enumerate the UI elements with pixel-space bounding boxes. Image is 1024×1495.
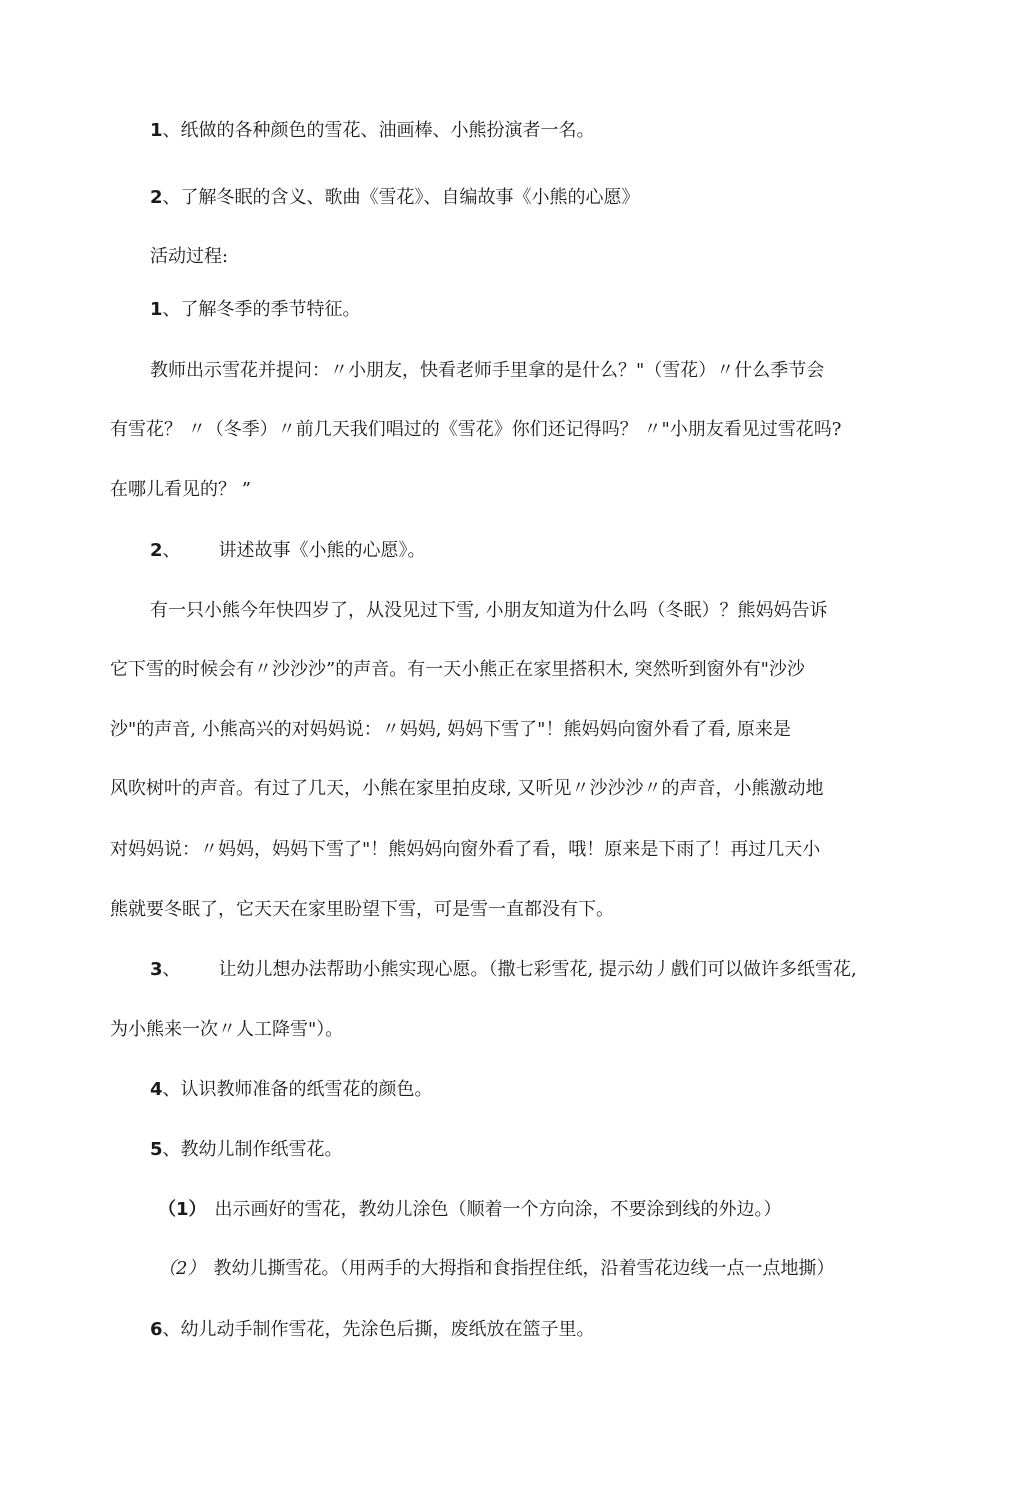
paragraph-line	[150, 359, 824, 383]
step-text: 讲述故事《小熊的心愿》。	[218, 540, 426, 561]
step-text: 让幼儿想办法帮助小熊实现心愿。（撒七彩雪花, 提示幼丿戲们可以做许多纸雪花,	[218, 959, 857, 980]
sub-step-2	[158, 1257, 834, 1281]
step-1	[150, 298, 361, 322]
paragraph-line	[110, 898, 614, 922]
line-text: 教师出示雪花并提问：〃小朋友，快看老师手里拿的是什么？"（雪花）〃什么季节会	[150, 360, 825, 381]
item-number: 2	[150, 187, 163, 208]
step-4	[150, 1078, 433, 1102]
paragraph-line	[110, 777, 823, 801]
item-text: 、纸做的各种颜色的雪花、油画棒、小熊扮演者一名。	[162, 120, 595, 141]
paragraph-line	[110, 418, 841, 442]
step-separator: 、	[162, 959, 181, 980]
step-3	[150, 958, 857, 982]
sub-step-text: 出示画好的雪花，教幼儿涂色（顺着一个方向涂，不要涂到线的外边。）	[214, 1199, 782, 1220]
step-text: 、幼儿动手制作雪花，先涂色后撕，废纸放在篮子里。	[162, 1319, 595, 1340]
sub-step-number: （2）	[158, 1258, 206, 1279]
step-number: 4	[150, 1079, 163, 1100]
line-text: 有雪花？ 〃（冬季）〃前几天我们唱过的《雪花》你们还记得吗？ 〃"小朋友看见过雪花吗?	[110, 419, 842, 440]
step-number: 1	[150, 299, 163, 320]
line-text: 对妈妈说：〃妈妈，妈妈下雪了"！熊妈妈向窗外看了看，哦！原来是下雨了！再过几天小	[110, 839, 821, 860]
section-heading-activity-process	[150, 245, 228, 269]
line-text: 有一只小熊今年快四岁了，从没见过下雪, 小朋友知道为什么吗（冬眠）？熊妈妈告诉	[150, 600, 828, 621]
step-number: 5	[150, 1139, 163, 1160]
paragraph-line	[110, 658, 805, 682]
line-text: 沙"的声音, 小熊高兴的对妈妈说：〃妈妈, 妈妈下雪了"！熊妈妈向窗外看了看, 原来是	[110, 719, 791, 740]
line-text: 风吹树叶的声音。有过了几天，小熊在家里拍皮球, 又听见〃沙沙沙〃的声音，小熊激动地	[110, 778, 824, 799]
step-number: 3	[150, 959, 163, 980]
step-5	[150, 1138, 343, 1162]
line-text: 它下雪的时候会有〃沙沙沙”的声音。有一天小熊正在家里搭积木, 突然听到窗外有"沙沙	[110, 659, 805, 680]
paragraph-line	[110, 718, 791, 742]
step-number: 2	[150, 540, 163, 561]
step-2	[150, 539, 426, 563]
item-number: 1	[150, 120, 163, 141]
paragraph-line	[110, 1018, 343, 1042]
paragraph-line	[110, 838, 820, 862]
step-number: 6	[150, 1319, 163, 1340]
sub-step-text: 教幼儿撕雪花。（用两手的大拇指和食指捏住纸，沿着雪花边线一点一点地撕）	[213, 1258, 835, 1279]
step-separator: 、	[162, 540, 181, 561]
paragraph-line	[110, 478, 251, 502]
line-text: 为小熊来一次〃人工降雪"）。	[110, 1019, 344, 1040]
line-text: 在哪儿看见的？ ”	[110, 479, 251, 500]
item-text: 、了解冬眠的含义、歌曲《雪花》、自编故事《小熊的心愿》	[162, 187, 640, 208]
paragraph-line	[150, 599, 827, 623]
materials-item-1	[150, 119, 595, 143]
step-6	[150, 1318, 595, 1342]
heading-text: 活动过程:	[150, 246, 229, 267]
materials-item-2	[150, 186, 640, 210]
sub-step-1	[158, 1198, 782, 1222]
line-text: 熊就要冬眠了，它天天在家里盼望下雪，可是雪一直都没有下。	[110, 899, 614, 920]
sub-step-number: （1）	[158, 1199, 207, 1220]
step-text: 、了解冬季的季节特征。	[162, 299, 361, 320]
step-text: 、认识教师准备的纸雪花的颜色。	[162, 1079, 433, 1100]
step-text: 、教幼儿制作纸雪花。	[162, 1139, 343, 1160]
